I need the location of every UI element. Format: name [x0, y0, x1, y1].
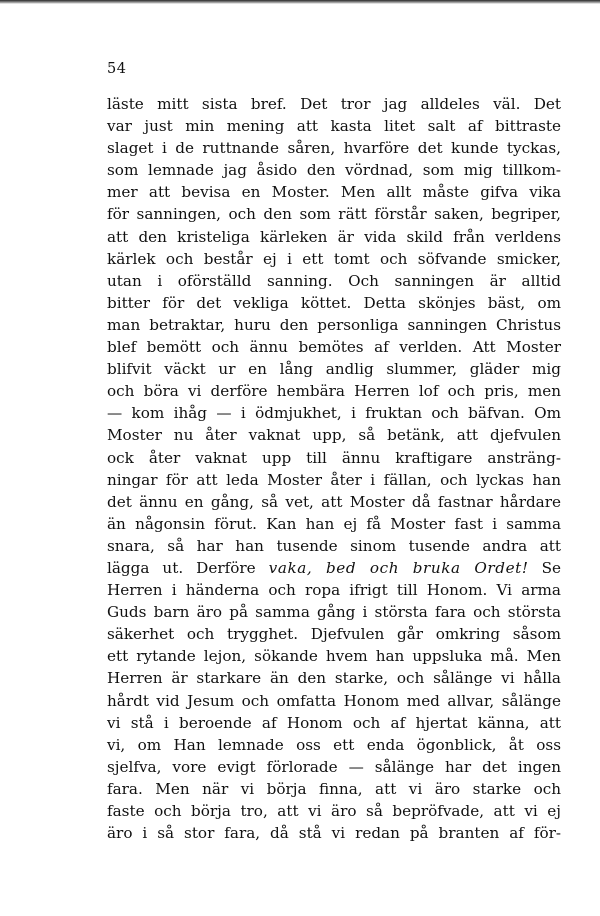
text-line: läste mitt sista bref. Det tror jag alldeles väl. Det	[107, 95, 561, 113]
text-line: utan i oförställd sanning. Och sanningen är alltid	[107, 271, 561, 290]
emphasis-after: Se	[541, 558, 562, 577]
text-line: ett rytande lejon, sökande hvem han uppsluka må. Men	[107, 647, 561, 666]
text-line: var just min mening att kasta litet salt af bittraste	[107, 117, 561, 136]
text-line: — kom ihåg — i ödmjukhet, i fruktan och bäfvan. Om	[107, 404, 561, 423]
text-line: det ännu en gång, så vet, att Moster då fastnar hårdare	[107, 492, 561, 511]
text-line: och böra vi derföre hembära Herren lof och pris, men	[107, 382, 561, 401]
text-line: äro i så stor fara, då stå vi redan på branten af för-	[107, 824, 561, 843]
text-line-with-emphasis	[107, 557, 561, 579]
text-line: blef bemött och ännu bemötes af verlden. Att Moster	[107, 338, 561, 357]
text-line: snara, så har han tusende sinom tusende andra att	[107, 536, 561, 555]
text-line: man betraktar, huru den personliga sanningen Christus	[107, 315, 561, 334]
text-line: sjelfva, vore evigt förlorade — sålänge har det ingen	[107, 757, 561, 776]
text-line: att den kristeliga kärleken är vida skild från verldens	[107, 227, 561, 246]
text-line: kärlek och består ej i ett tomt och söfvande smicker,	[107, 249, 561, 268]
text-line: fara. Men när vi börja finna, att vi äro starke och	[107, 779, 561, 798]
text-line: mer att bevisa en Moster. Men allt måste gifva vika	[107, 183, 561, 202]
text-line: vi stå i beroende af Honom och af hjertat känna, att	[107, 713, 561, 732]
page-number: 54	[107, 61, 127, 77]
text-line: Guds barn äro på samma gång i största fara och största	[107, 603, 561, 622]
text-line: säkerhet och trygghet. Djefvulen går omkring såsom	[107, 625, 561, 644]
text-line: ningar för att leda Moster åter i fällan, och lyckas han	[107, 470, 561, 489]
text-line: ock åter vaknat upp till ännu kraftigare ansträng-	[107, 448, 561, 467]
text-line: bitter för det vekliga köttet. Detta skönjes bäst, om	[107, 293, 561, 312]
text-line: som lemnade jag åsido den vördnad, som mig tillkom-	[107, 161, 561, 180]
text-line: Moster nu åter vaknat upp, så betänk, att djefvulen	[107, 426, 561, 445]
text-line: vi, om Han lemnade oss ett enda ögonblick, åt oss	[107, 735, 561, 754]
text-line: hårdt vid Jesum och omfatta Honom med allvar, sålänge	[107, 691, 561, 710]
emphasis-before: lägga ut. Derföre	[107, 558, 256, 577]
text-line: än någonsin förut. Kan han ej få Moster fast i samma	[107, 514, 561, 533]
text-line: blifvit väckt ur en lång andlig slummer, gläder mig	[107, 360, 561, 379]
text-line: slaget i de ruttnande såren, hvarföre det kunde tyckas,	[107, 139, 561, 158]
text-line: faste och börja tro, att vi äro så bepröfvade, att vi ej	[107, 802, 561, 820]
text-line: för sanningen, och den som rätt förstår saken, begriper,	[107, 205, 561, 224]
emphasis-italic: vaka, bed och bruka Ordet!	[268, 558, 529, 577]
text-line: Herren i händerna och ropa ifrigt till Honom. Vi arma	[107, 581, 561, 600]
body-text	[107, 93, 561, 844]
text-line: Herren är starkare än den starke, och sålänge vi hålla	[107, 669, 561, 688]
top-edge-rule	[0, 0, 600, 4]
